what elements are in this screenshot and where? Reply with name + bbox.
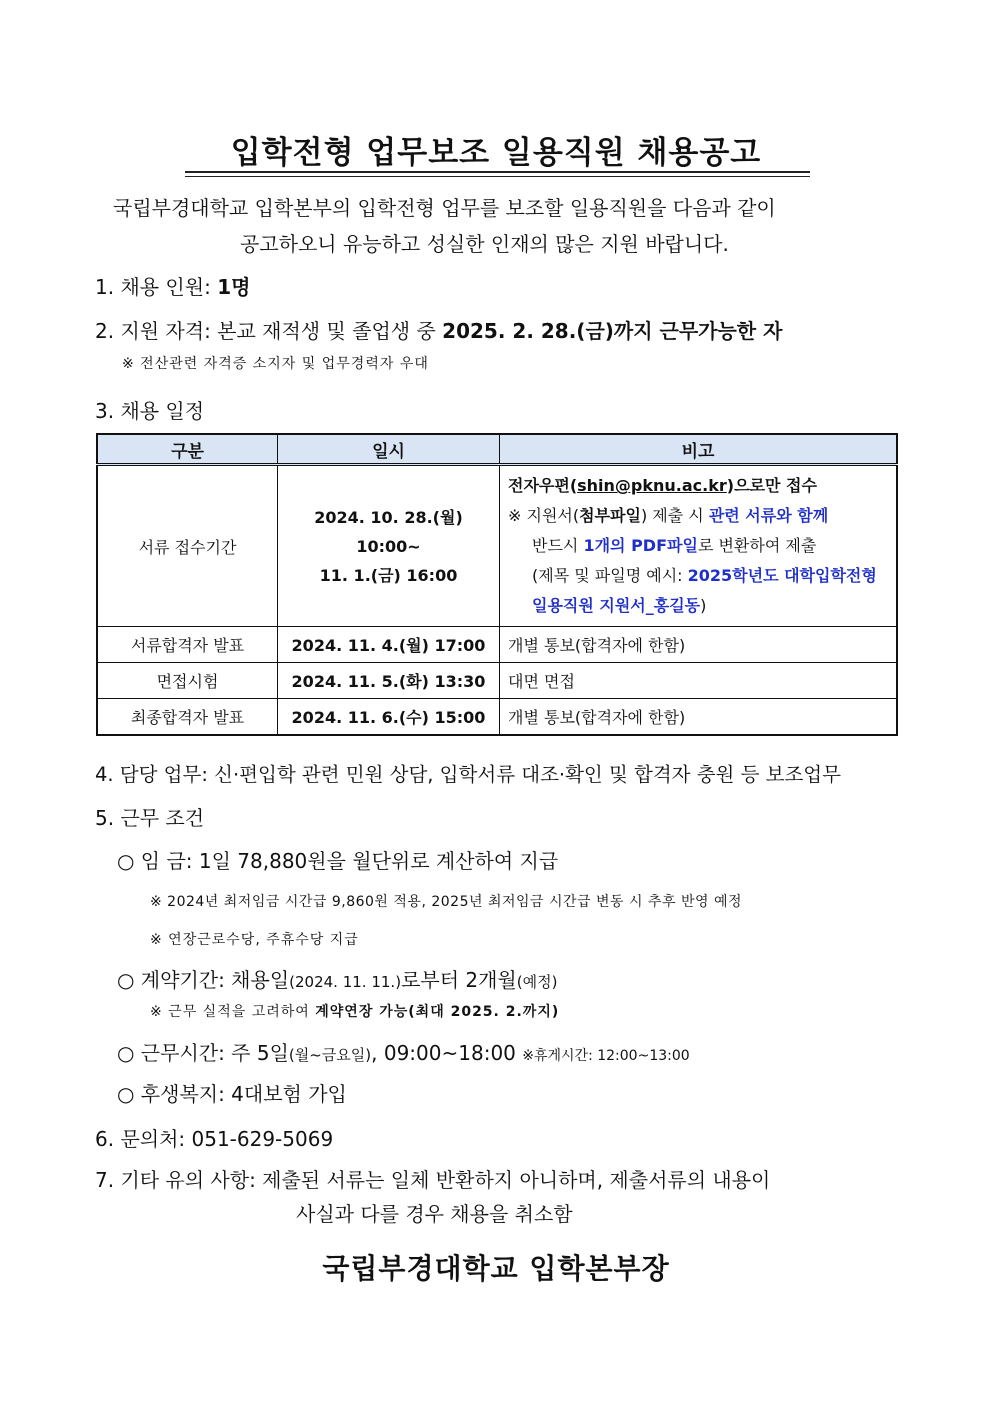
item-headcount-value: 1명 (217, 275, 251, 299)
item-headcount (95, 271, 250, 300)
row1-date-line3: 11. 1.(금) 16:00 (319, 565, 458, 585)
remark-line-1: 전자우편(shin@pknu.ac.kr)으로만 접수 (508, 476, 817, 495)
row2-category: 서류합격자 발표 (97, 627, 278, 663)
email-address: shin@pknu.ac.kr (577, 476, 727, 495)
table-row (97, 663, 897, 699)
remark-line-4: (제목 및 파일명 예시: 2025학년도 대학입학전형 (532, 566, 877, 585)
welfare-line: ○ 후생복지: 4대보험 가입 (117, 1082, 347, 1106)
item-qualification (95, 315, 782, 344)
wage-note-2: ※ 연장근로수당, 주휴수당 지급 (150, 932, 359, 948)
table-row (97, 699, 897, 736)
intro-line-2: 공고하오니 유능하고 성실한 인재의 많은 지원 바랍니다. (240, 232, 729, 256)
row4-datetime: 2024. 11. 6.(수) 15:00 (278, 699, 500, 736)
item-qualification-value: 2025. 2. 28.(금)까지 근무가능한 자 (442, 319, 783, 343)
row1-datetime (278, 465, 500, 627)
title-underline (185, 171, 810, 173)
hours-line: ○ 근무시간: 주 5일(월~금요일), 09:00~18:00 ※휴게시간: 12:00~13:00 (117, 1041, 690, 1065)
footer-signature: 국립부경대학교 입학본부장 (322, 1252, 670, 1285)
table-row (97, 465, 897, 627)
wage-note-1: ※ 2024년 최저임금 시간급 9,860원 적용, 2025년 최저임금 시간급 변동 시 추후 반영 예정 (150, 894, 743, 910)
remark-line-5: 일용직원 지원서_홍길동) (532, 596, 707, 615)
row3-category: 면접시험 (97, 663, 278, 699)
row4-category: 최종합격자 발표 (97, 699, 278, 736)
item-notes-line-2: 사실과 다를 경우 채용을 취소함 (296, 1202, 573, 1226)
contract-note: ※ 근무 실적을 고려하여 계약연장 가능(최대 2025. 2.까지) (150, 1004, 560, 1020)
item-conditions: 5. 근무 조건 (95, 806, 205, 830)
item-notes-line-1: 7. 기타 유의 사항: 제출된 서류는 일체 반환하지 아니하며, 제출서류의 내용이 (95, 1168, 771, 1192)
row1-date-line1: 2024. 10. 28.(월) (314, 507, 463, 527)
table-header-row (97, 434, 897, 465)
header-remark: 비고 (500, 434, 898, 465)
item-contact: 6. 문의처: 051-629-5069 (95, 1127, 334, 1151)
row2-remark: 개별 통보(합격자에 한함) (500, 627, 898, 663)
title-underline-thin (185, 176, 810, 177)
row4-remark: 개별 통보(합격자에 한함) (500, 699, 898, 736)
header-datetime: 일시 (278, 434, 500, 465)
intro-line-1: 국립부경대학교 입학본부의 입학전형 업무를 보조할 일용직원을 다음과 같이 (113, 196, 776, 220)
remark-line-2: ※ 지원서(첨부파일) 제출 시 관련 서류와 함께 (508, 506, 829, 525)
item-schedule: 3. 채용 일정 (95, 399, 205, 423)
row3-remark: 대면 면접 (500, 663, 898, 699)
table-row (97, 627, 897, 663)
wage-line: ○ 임 금: 1일 78,880원을 월단위로 계산하여 지급 (117, 849, 559, 873)
item-duties: 4. 담당 업무: 신·편입학 관련 민원 상담, 입학서류 대조·확인 및 합격자 충원 등 보조업무 (95, 763, 841, 786)
page-title: 입학전형 업무보조 일용직원 채용공고 (230, 135, 762, 171)
row1-category: 서류 접수기간 (97, 465, 278, 627)
remark-line-3: 반드시 1개의 PDF파일로 변환하여 제출 (532, 536, 817, 555)
schedule-table (96, 433, 898, 736)
row3-datetime: 2024. 11. 5.(화) 13:30 (278, 663, 500, 699)
row1-remark (500, 465, 898, 627)
qualification-note: ※ 전산관련 자격증 소지자 및 업무경력자 우대 (122, 356, 429, 372)
row2-datetime: 2024. 11. 4.(월) 17:00 (278, 627, 500, 663)
row1-date-line2: 10:00~ (356, 536, 421, 556)
item-qualification-label: 2. 지원 자격: 본교 재적생 및 졸업생 중 (95, 319, 443, 343)
header-category: 구분 (97, 434, 278, 465)
item-headcount-label: 1. 채용 인원: (95, 275, 218, 299)
contract-line: ○ 계약기간: 채용일(2024. 11. 11.)로부터 2개월(예정) (117, 968, 558, 992)
